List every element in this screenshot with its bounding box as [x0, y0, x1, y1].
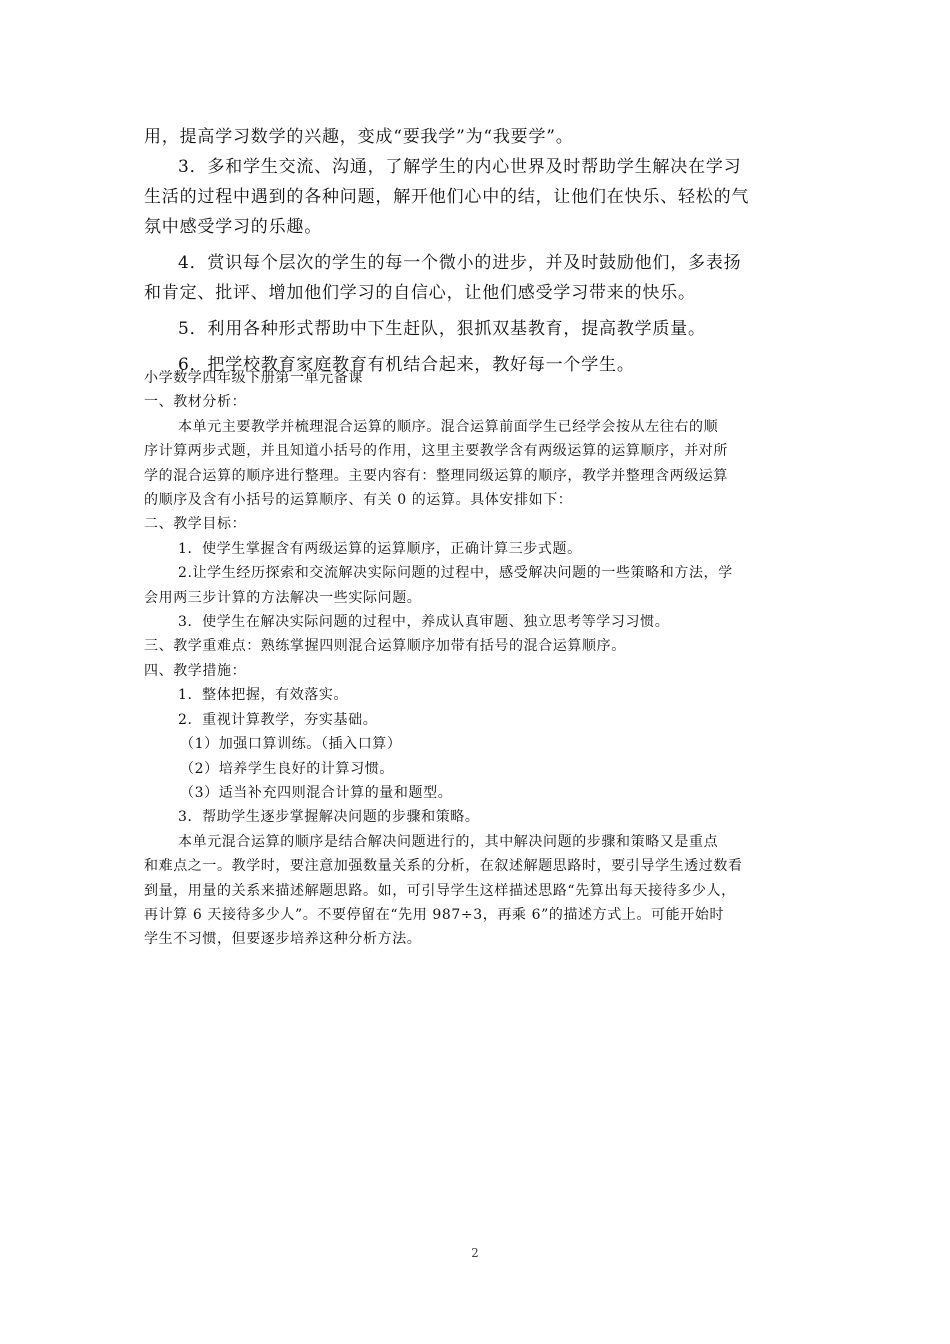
paragraph-line: 本单元主要教学并梳理混合运算的顺序。混合运算前面学生已经学会按从左往右的顺: [178, 418, 719, 435]
paragraph-line: 的顺序及含有小括号的运算顺序、有关 0 的运算。具体安排如下：: [144, 492, 573, 509]
paragraph-line: 序计算两步式题，并且知道小括号的作用，这里主要教学含有两级运算的运算顺序，并对所: [144, 443, 728, 460]
intro-line: 氛中感受学习的乐趣。: [144, 217, 322, 237]
intro-line: 5．利用各种形式帮助中下生赶队，狠抓双基教育，提高教学质量。: [178, 319, 706, 339]
paragraph-line: 到量，用量的关系来描述解题思路。如，可引导学生这样描述思路“先算出每天接待多少人，: [144, 882, 736, 899]
intro-line: 6．把学校教育家庭教育有机结合起来，教好每一个学生。: [178, 355, 635, 375]
list-item: 3．使学生在解决实际问题的过程中，养成认真审题、独立思考等学习习惯。: [178, 614, 670, 631]
list-item: 1．整体把握，有效落实。: [178, 687, 349, 704]
section-heading: 一、教材分析：: [144, 394, 247, 411]
paragraph-line: 和难点之一。教学时，要注意加强数量关系的分析，在叙述解题思路时，要引导学生透过数看: [144, 858, 743, 875]
sub-list-item: （1）加强口算训练。（插入口算）: [180, 736, 402, 753]
intro-line: 和肯定、批评、增加他们学习的自信心，让他们感受学习带来的快乐。: [144, 283, 696, 303]
paragraph-line: 再计算 6 天接待多少人”。不要停留在“先用 987÷3，再乘 6”的描述方式上。可能开始时: [144, 906, 725, 923]
paragraph-line: 学生不习惯，但要逐步培养这种分析方法。: [144, 931, 422, 948]
section-heading: 二、教学目标：: [144, 516, 247, 533]
section-heading: 三、教学重难点：熟练掌握四则混合运算顺序加带有括号的混合运算顺序。: [144, 638, 626, 655]
sub-list-item: （2）培养学生良好的计算习惯。: [180, 760, 394, 777]
list-item-continuation: 会用两三步计算的方法解决一些实际问题。: [144, 589, 422, 606]
sub-list-item: （3）适当补充四则混合计算的量和题型。: [180, 784, 453, 801]
intro-line: 3．多和学生交流、沟通，了解学生的内心世界及时帮助学生解决在学习: [178, 157, 742, 177]
list-item: 2．重视计算教学，夯实基础。: [178, 711, 378, 728]
list-item: 1．使学生掌握含有两级运算的运算顺序，正确计算三步式题。: [178, 540, 582, 557]
list-item: 3．帮助学生逐步掌握解决问题的步骤和策略。: [178, 809, 480, 826]
intro-line: 4．赏识每个层次的学生的每一个微小的进步，并及时鼓励他们，多表扬: [178, 253, 742, 273]
plan-title: 小学数学四年级下册第一单元备课: [144, 370, 363, 386]
page-number: 2: [471, 1246, 479, 1260]
paragraph-line: 学的混合运算的顺序进行整理。主要内容有：整理同级运算的顺序，教学并整理含两级运算: [144, 467, 728, 484]
section-heading: 四、教学措施：: [144, 662, 247, 679]
intro-line: 用，提高学习数学的兴趣，变成“要我学”为“我要学”。: [144, 127, 574, 147]
intro-line: 生活的过程中遇到的各种问题，解开他们心中的结，让他们在快乐、轻松的气: [144, 187, 750, 207]
list-item: 2.让学生经历探索和交流解决实际问题的过程中，感受解决问题的一些策略和方法，学: [178, 565, 733, 582]
intro-section: [144, 122, 816, 380]
paragraph-line: 本单元混合运算的顺序是结合解决问题进行的，其中解决问题的步骤和策略又是重点: [178, 833, 719, 850]
lesson-plan-section: [144, 366, 816, 952]
